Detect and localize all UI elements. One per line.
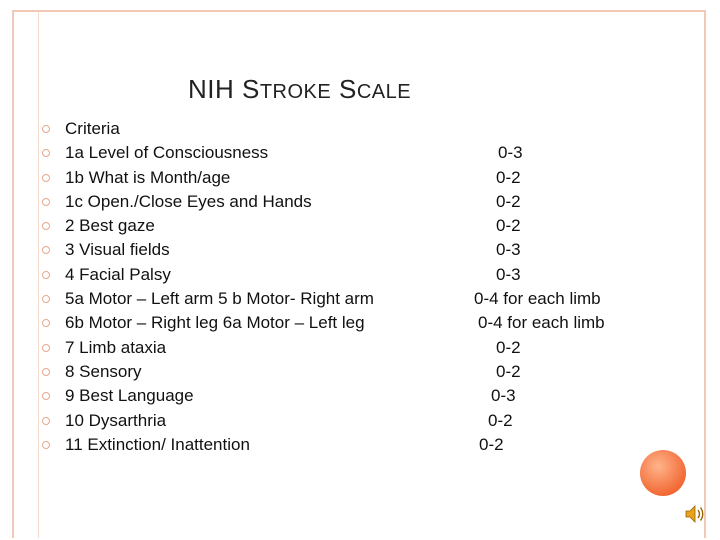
criteria-label: 2 Best gaze bbox=[65, 216, 155, 236]
score-range: 0-3 bbox=[496, 240, 521, 260]
circle-bullet-icon bbox=[42, 368, 50, 376]
list-item bbox=[40, 190, 680, 214]
score-range: 0-3 bbox=[491, 386, 516, 406]
criteria-label: 8 Sensory bbox=[65, 361, 142, 381]
score-range: 0-2 bbox=[479, 434, 504, 454]
score-range: 0-2 bbox=[496, 167, 521, 187]
criteria-label: 1c Open./Close Eyes and Hands bbox=[65, 191, 312, 211]
score-range: 0-2 bbox=[496, 191, 521, 211]
circle-bullet-icon bbox=[42, 271, 50, 279]
list-item bbox=[40, 384, 680, 408]
criteria-label: 9 Best Language bbox=[65, 386, 194, 406]
circle-bullet-icon bbox=[42, 222, 50, 230]
criteria-label: 3 Visual fields bbox=[65, 240, 170, 260]
criteria-label: 10 Dysarthria bbox=[65, 410, 167, 430]
decorative-orb bbox=[640, 450, 686, 496]
list-item bbox=[40, 117, 680, 141]
list-item bbox=[40, 166, 680, 190]
list-item bbox=[40, 263, 680, 287]
list-item bbox=[40, 433, 680, 457]
score-range: 0-4 for each limb bbox=[474, 289, 601, 309]
circle-bullet-icon bbox=[42, 319, 50, 327]
score-range: 0-4 for each limb bbox=[478, 313, 605, 333]
circle-bullet-icon bbox=[42, 174, 50, 182]
criteria-label: 5a Motor – Left arm 5 b Motor- Right arm bbox=[65, 289, 374, 309]
score-range: 0-2 bbox=[496, 361, 521, 381]
score-range: 0-3 bbox=[496, 264, 521, 284]
circle-bullet-icon bbox=[42, 295, 50, 303]
circle-bullet-icon bbox=[42, 441, 50, 449]
list-item bbox=[40, 238, 680, 262]
list-item bbox=[40, 360, 680, 384]
criteria-label: 11 Extinction/ Inattention bbox=[65, 434, 250, 454]
list-item bbox=[40, 287, 680, 311]
circle-bullet-icon bbox=[42, 198, 50, 206]
criteria-label: 7 Limb ataxia bbox=[65, 337, 167, 357]
score-range: 0-2 bbox=[496, 337, 521, 357]
criteria-label: 1b What is Month/age bbox=[65, 167, 231, 187]
criteria-list bbox=[40, 117, 680, 457]
frame-line bbox=[38, 12, 39, 538]
criteria-label: 1a Level of Consciousness bbox=[65, 143, 269, 163]
list-item bbox=[40, 409, 680, 433]
list-item bbox=[40, 311, 680, 335]
circle-bullet-icon bbox=[42, 125, 50, 133]
circle-bullet-icon bbox=[42, 392, 50, 400]
slide-title: NIH STROKE SCALE bbox=[188, 74, 412, 104]
score-range: 0-2 bbox=[488, 410, 513, 430]
list-item bbox=[40, 336, 680, 360]
circle-bullet-icon bbox=[42, 344, 50, 352]
circle-bullet-icon bbox=[42, 417, 50, 425]
criteria-label: 6b Motor – Right leg 6a Motor – Left leg bbox=[65, 313, 365, 333]
circle-bullet-icon bbox=[42, 149, 50, 157]
criteria-label: 4 Facial Palsy bbox=[65, 264, 171, 284]
criteria-label: Criteria bbox=[65, 119, 120, 138]
circle-bullet-icon bbox=[42, 246, 50, 254]
list-item bbox=[40, 141, 680, 165]
list-item bbox=[40, 214, 680, 238]
speaker-icon[interactable] bbox=[684, 504, 706, 524]
score-range: 0-3 bbox=[498, 143, 523, 163]
score-range: 0-2 bbox=[496, 216, 521, 236]
